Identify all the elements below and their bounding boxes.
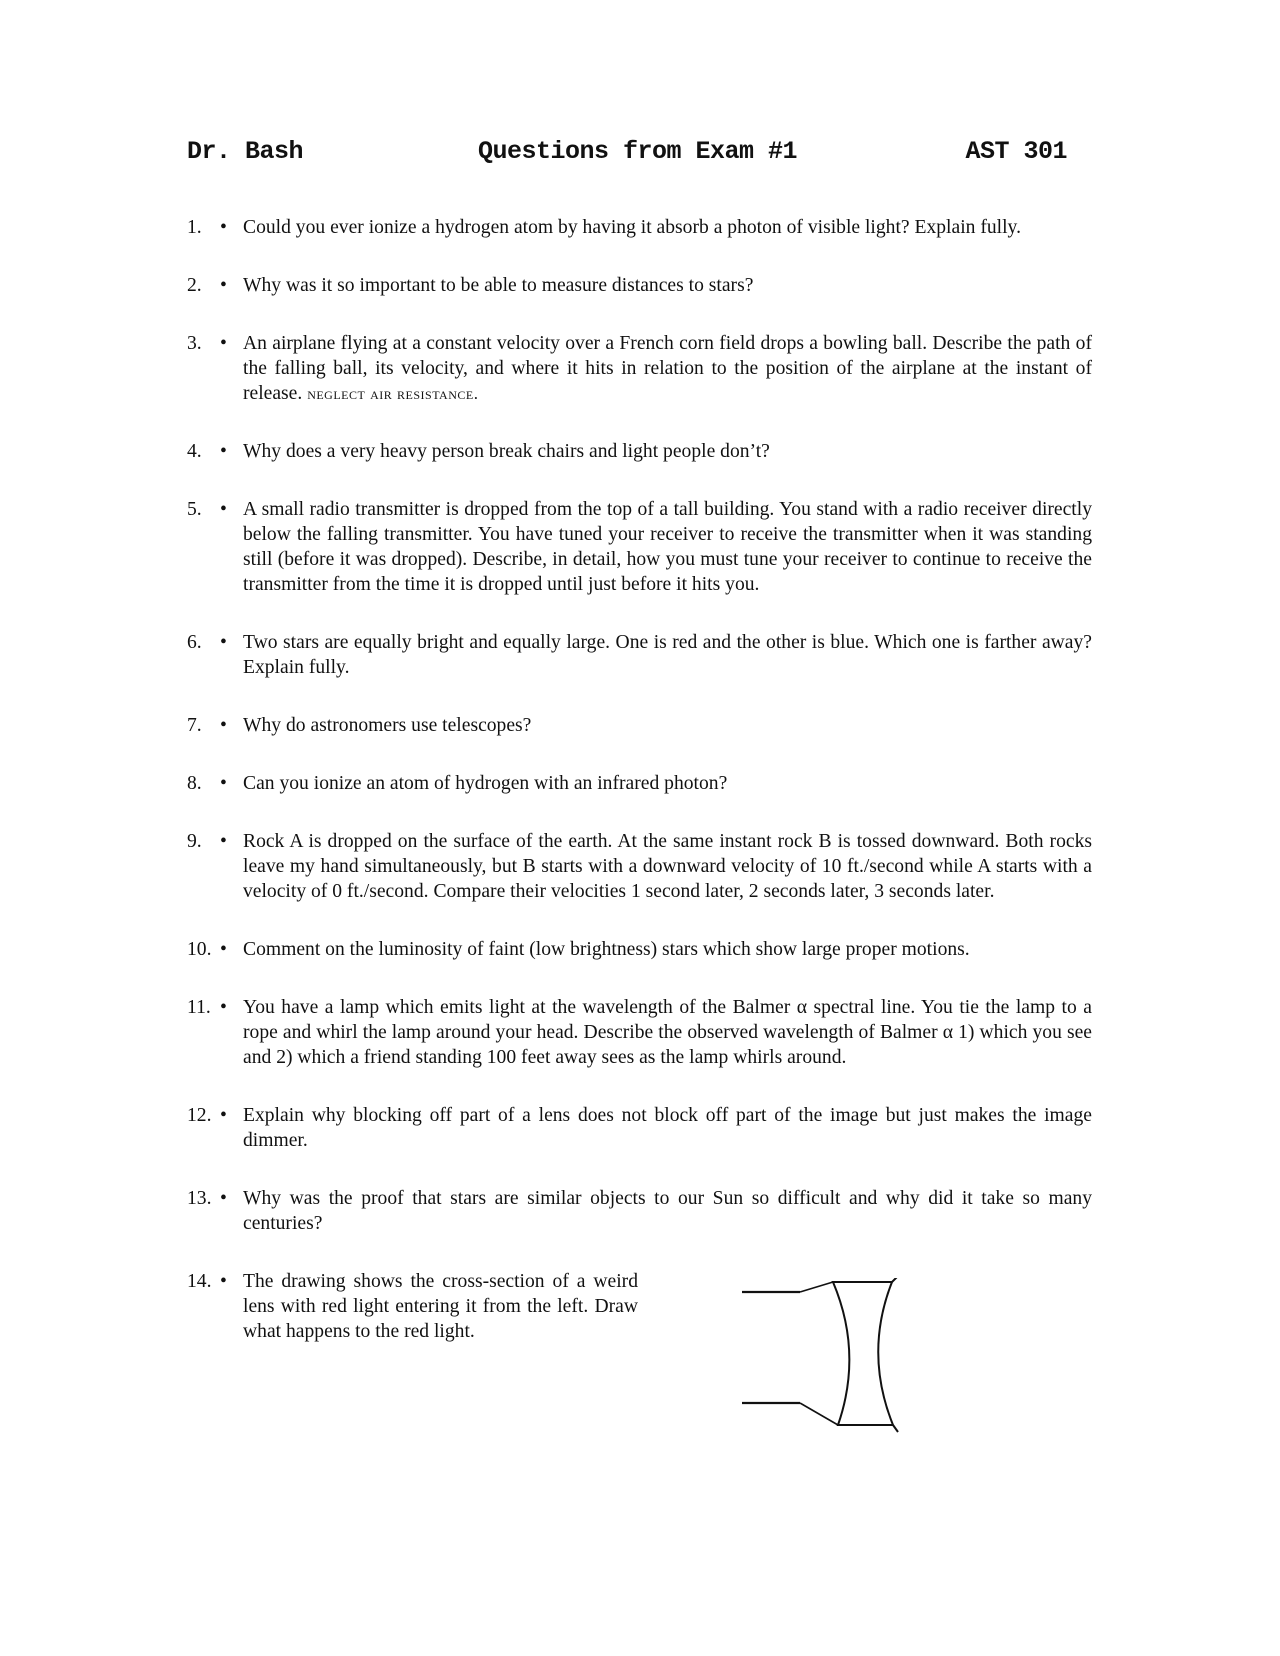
question-text: Why do astronomers use telescopes? xyxy=(243,715,532,736)
question-2 xyxy=(187,273,1092,298)
question-13 xyxy=(187,1186,1092,1236)
bullet-icon: • xyxy=(220,1105,227,1126)
question-3 xyxy=(187,331,1092,406)
question-text: An airplane flying at a constant velocity over a French corn field drops a bowling ball. Describe the path of the falling ball, its velocity, and where it hits in relation to the position of the airplane at the instant of release. xyxy=(243,333,1092,404)
question-text: A small radio transmitter is dropped from the top of a tall building. You stand with a radio receiver directly below the falling transmitter. You have tuned your receiver to receive the transmitter when it was standing still (before it was dropped). Describe, in detail, how you must tune your receiver to continue to receive the transmitter from the time it is dropped until just before it hits you. xyxy=(243,499,1092,595)
bullet-icon: • xyxy=(220,275,227,296)
question-number: 1. xyxy=(187,217,202,238)
question-number: 14. xyxy=(187,1271,212,1292)
question-4 xyxy=(187,439,1092,464)
bullet-icon: • xyxy=(220,715,227,736)
bullet-icon: • xyxy=(220,939,227,960)
question-number: 3. xyxy=(187,333,202,354)
question-emphasis: neglect air resistance. xyxy=(307,384,479,403)
bullet-icon: • xyxy=(220,1188,227,1209)
question-text: Could you ever ionize a hydrogen atom by having it absorb a photon of visible light? Explain fully. xyxy=(243,217,1021,238)
question-8 xyxy=(187,771,1092,796)
question-number: 12. xyxy=(187,1105,212,1126)
question-1 xyxy=(187,215,1092,240)
question-number: 8. xyxy=(187,773,202,794)
question-text: Why was it so important to be able to measure distances to stars? xyxy=(243,275,754,296)
question-number: 6. xyxy=(187,632,202,653)
question-number: 7. xyxy=(187,715,202,736)
question-6 xyxy=(187,630,1092,680)
question-text: Two stars are equally bright and equally large. One is red and the other is blue. Which one is farther away? Explain fully. xyxy=(243,632,1092,678)
bullet-icon: • xyxy=(220,499,227,520)
question-number: 4. xyxy=(187,441,202,462)
question-number: 13. xyxy=(187,1188,212,1209)
question-7 xyxy=(187,713,1092,738)
page-header xyxy=(187,137,1067,171)
page-title: Questions from Exam #1 xyxy=(478,137,798,166)
question-number: 9. xyxy=(187,831,202,852)
question-text: The drawing shows the cross-section of a weird lens with red light entering it from the left. Draw what happens to the red light. xyxy=(243,1271,638,1342)
lens-edge-bottom xyxy=(800,1403,838,1425)
question-text: Why was the proof that stars are similar objects to our Sun so difficult and why did it take so many centuries? xyxy=(243,1188,1092,1234)
lens-tip-top xyxy=(892,1278,898,1282)
question-text: Can you ionize an atom of hydrogen with an infrared photon? xyxy=(243,773,728,794)
question-14 xyxy=(187,1269,638,1344)
bullet-icon: • xyxy=(220,217,227,238)
question-number: 10. xyxy=(187,939,212,960)
question-number: 5. xyxy=(187,499,202,520)
question-text: Rock A is dropped on the surface of the earth. At the same instant rock B is tossed downward. Both rocks leave my hand simultaneously, but B starts with a downward velocity of 10 ft./second while A starts with a velocity of 0 ft./second. Compare their velocities 1 second later, 2 seconds later, 3 seconds later. xyxy=(243,831,1092,902)
question-number: 2. xyxy=(187,275,202,296)
bullet-icon: • xyxy=(220,831,227,852)
question-text: Comment on the luminosity of faint (low brightness) stars which show large proper motions. xyxy=(243,939,970,960)
bullet-icon: • xyxy=(220,773,227,794)
bullet-icon: • xyxy=(220,441,227,462)
question-text: You have a lamp which emits light at the wavelength of the Balmer α spectral line. You tie the lamp to a rope and whirl the lamp around your head. Describe the observed wavelength of Balmer α 1) which you see and 2) which a friend standing 100 feet away sees as the lamp whirls around. xyxy=(243,997,1092,1068)
question-5 xyxy=(187,497,1092,597)
concave-lens-shape xyxy=(833,1282,893,1425)
course-code: AST 301 xyxy=(965,137,1067,166)
question-list xyxy=(187,215,1092,1344)
question-11 xyxy=(187,995,1092,1070)
bullet-icon: • xyxy=(220,1271,227,1292)
bullet-icon: • xyxy=(220,997,227,1018)
question-text: Why does a very heavy person break chairs and light people don’t? xyxy=(243,441,770,462)
question-9 xyxy=(187,829,1092,904)
question-12 xyxy=(187,1103,1092,1153)
lens-tip-bottom xyxy=(893,1425,898,1432)
question-number: 11. xyxy=(187,997,211,1018)
lens-edge-top xyxy=(800,1282,833,1292)
bullet-icon: • xyxy=(220,632,227,653)
question-10 xyxy=(187,937,1092,962)
bullet-icon: • xyxy=(220,333,227,354)
lens-diagram xyxy=(740,1278,920,1438)
question-text: Explain why blocking off part of a lens does not block off part of the image but just makes the image dimmer. xyxy=(243,1105,1092,1151)
instructor-name: Dr. Bash xyxy=(187,137,304,166)
